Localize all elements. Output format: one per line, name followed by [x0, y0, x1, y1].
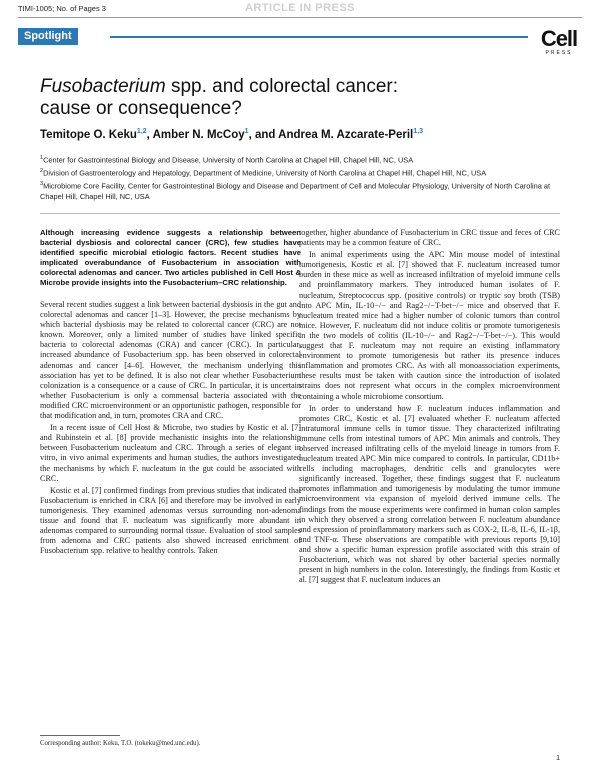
author-name: Amber N. McCoy — [152, 128, 245, 141]
body-column-right — [299, 228, 560, 587]
article-in-press-banner: ARTICLE IN PRESS — [244, 2, 356, 14]
paragraph: In order to understand how F. nucleatum induces inflammation and promotes CRC, Kostic et al. [7] evaluated whether F. nucleatum affected intratumoral immune cells in tumor tissue. They characterized infiltrating immune cells from intestinal tumors of APC Min animals and controls. They observed increased infiltrating cells of the myeloid lineage in tumors from F. nucleatum treated APC Min mice compared to controls. In particular, CD11b+ cells including macrophages, dendritic cells and granulocytes were significantly increased. Together, these findings suggest that F. nucleatum promotes inflammation and tumorigenesis by modulating the tumor immune microenvironment via expansion of myeloid derived immune cells. The findings from the mouse experiments were confirmed in human colon samples in which they observed a strong correlation between F. nucleatum abundance and expression of proinflammatory markers such as COX-2, IL-8, IL-6, IL-1β, and TNF-α. These observations are compatible with previous reports [9,10] and show a specific human expression profile associated with this strain of Fusobacterium, which was not shared by other bacterial species normally present in high numbers in the colon. Interestingly, the findings from Kostic et al. [7] suggest that F. nucleatum induces an — [299, 403, 560, 585]
affil-num: 1 — [40, 155, 44, 161]
affil-text: Center for Gastrointestinal Biology and Disease, University of North Carolina at Chapel Hill, Chapel Hill, NC, USA — [43, 155, 414, 165]
corresponding-author: Corresponding author: Keku, T.O. (tokeku@med.unc.edu). — [40, 740, 201, 747]
paragraph: Several recent studies suggest a link between bacterial dysbiosis in the gut and colorectal adenomas and cancer [1–3]. However, the precise mechanisms by which bacterial dysbiosis may be related to colorectal cancer (CRC) are not known. Moreover, only a limited number of studies have linked specific bacteria to colorectal adenomas (CRA) and cancer (CRC). In particular, increased abundance of Fusobacterium spp. has been observed in colorectal adenomas and cancer [4–6]. However, the mechanism underlying this association has yet to be defined. It is also not clear whether Fusobacterium colonization is a consequence or a cause of CRC. In particular, it is uncertain whether Fusobacterium is only a commensal bacteria associated with the modified CRC microenvironment or an opportunistic pathogen, responsible for that modification and, in turn, promotes CRA and CRC. — [40, 300, 301, 421]
header-rule — [18, 17, 582, 18]
author-name: Temitope O. Keku — [40, 128, 137, 141]
title-genus: Fusobacterium — [40, 76, 166, 97]
section-label: Spotlight — [18, 28, 78, 45]
affiliations — [40, 153, 560, 202]
cell-press-logo — [536, 28, 582, 56]
title-line2: cause or consequence? — [40, 98, 242, 119]
affil-num: 2 — [40, 167, 44, 174]
affiliation — [40, 153, 560, 166]
paragraph: Kostic et al. [7] confirmed findings from previous studies that indicated that Fusobacterium is enriched in CRA [6] and therefore may be involved in early tumorigenesis. They examined adenomas versus surrounding non-adenoma tissue and found that F. nucleatum was significantly more abundant in adenomas compared to surrounding normal tissue. Evaluation of stool samples from adenoma and CRC patients also showed increased enrichment of Fusobacterium spp. relative to healthy controls. Taken — [40, 485, 301, 556]
journal-ref: TIMI-1005; No. of Pages 3 — [18, 4, 106, 13]
affil-text: Microbiome Core Facility, Center for Gastrointestinal Biology and Disease and Department of Cell and Molecular Physiology, University of North Carolina at Chapel Hill, Chapel Hill, NC, USA — [40, 181, 551, 201]
page-number: 1 — [556, 755, 560, 762]
abstract: Although increasing evidence suggests a relationship between bacterial dysbiosis and colorectal cancer (CRC), few studies have identified specific microbial etiologic factors. Recent studies have implicated overabundance of Fusobacterium in association with colorectal adenomas and cancer. Two articles published in Cell Host & Microbe provide insights into the Fusobacterium–CRC relationship. — [40, 228, 301, 287]
author-affil: 1,2 — [136, 128, 147, 135]
logo-main: Cell — [540, 26, 578, 51]
author-name: Andrea M. Azcarate-Peril — [278, 128, 414, 141]
article-title — [40, 76, 520, 120]
affiliation — [40, 166, 560, 179]
section-divider — [40, 213, 560, 214]
author-sep: , and — [248, 128, 279, 141]
paragraph: In animal experiments using the APC Min mouse model of intestinal tumorigenesis, Kostic et al. [7] showed that F. nucleatum increased tumor burden in these mice as well as increased infiltration of myeloid immune cells and proinflammatory markers. They introduced human isolates of F. nucleatum, Streptococcus spp. (positive controls) or tryptic soy broth (TSB) into APC Min, IL-10−/− and Rag2−/−T-bet−/− mice and observed that F. nucleatum treated mice had a higher number of colonic tumors than control mice. However, F. nucleatum did not induce colitis or promote tumorigenesis in the two models of colitis (IL-10−/− and Rag2−/−T-bet−/−). This would suggest that F. nucleatum may not require an existing inflammatory environment to promote tumorigenesis but rather its presence induces inflammation and promotes CRC. As with all monoassociation experiments, these results must be taken with caution since the introduction of isolated strains does not represent what occurs in the complex microenvironment containing a whole microbiome consortium. — [299, 250, 560, 401]
author-affil: 1 — [244, 128, 249, 135]
section-rule — [110, 36, 528, 38]
footnote-rule — [40, 735, 120, 736]
title-rest: spp. and colorectal cancer: — [165, 76, 399, 97]
affiliation — [40, 179, 560, 202]
affil-num: 3 — [40, 180, 44, 187]
affil-text: Division of Gastroenterology and Hepatology, Department of Medicine, University of North Carolina at Chapel Hill, Chapel Hill, NC, USA — [43, 168, 487, 178]
logo-sub: PRESS — [545, 50, 573, 56]
paragraph: together, higher abundance of Fusobacterium in CRC tissue and feces of CRC patients may be a common feature of CRC. — [299, 228, 560, 248]
author-sep: , — [146, 128, 153, 141]
body-column-left — [40, 228, 301, 558]
author-list — [40, 128, 423, 141]
paragraph: In a recent issue of Cell Host & Microbe, two studies by Kostic et al. [7] and Rubinstein et al. [8] provide mechanistic insights into the relationship between Fusobacterium nucleatum and CRC. Through a series of elegant in vitro, in vivo animal experiments and human studies, the authors investigated the mechanisms by which F. nucleatum in the gut could be associated with CRC. — [40, 423, 301, 483]
author-affil: 1,3 — [413, 128, 423, 135]
